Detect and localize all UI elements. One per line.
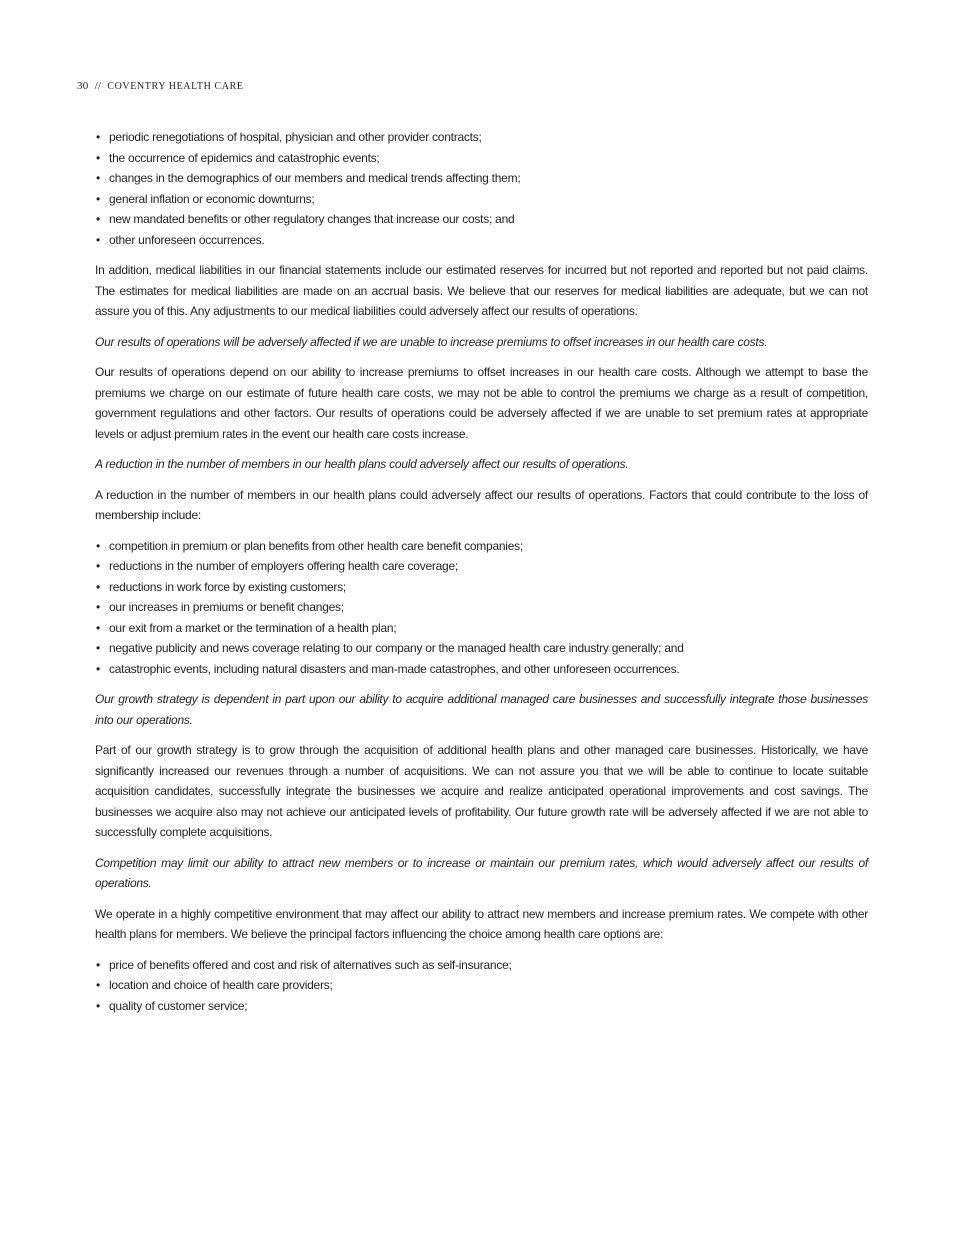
- list-item: • quality of customer service;: [95, 996, 868, 1017]
- list-item: • our exit from a market or the termination of a health plan;: [95, 618, 868, 639]
- bullet-icon: •: [96, 641, 100, 655]
- subheading-premiums: Our results of operations will be adversely affected if we are unable to increase premiums to offset increases in our health care costs.: [95, 334, 768, 349]
- subheading-growth-strategy: Our growth strategy is dependent in part upon our ability to acquire additional managed care businesses and successfully integrate those businesses into our operations.: [95, 692, 868, 727]
- list-item: • location and choice of health care providers;: [95, 975, 868, 996]
- bullet-icon: •: [96, 620, 100, 635]
- bullet-icon: •: [96, 978, 100, 992]
- bullet-list-choice-factors: [95, 955, 868, 1017]
- bullet-icon: •: [96, 130, 100, 144]
- bullet-icon: •: [96, 579, 100, 594]
- bullet-icon: •: [96, 150, 100, 165]
- list-item: • catastrophic events, including natural disasters and man-made catastrophes, and other unforeseen occurrences.: [95, 659, 868, 680]
- list-item: • competition in premium or plan benefits from other health care benefit companies;: [95, 536, 868, 557]
- paragraph-growth-strategy: Part of our growth strategy is to grow through the acquisition of additional health plans and other managed care businesses. Historically, we have significantly increased our revenues through a number of acquisitions. We can not assure you that we will be able to continue to locate suitable acquisition candidates, successfully integrate the businesses we acquire and realize anticipated operational improvements and cost savings. The businesses we acquire also may not achieve our anticipated levels of profitability. Our future growth rate will be adversely affected if we are not able to successfully complete acquisitions.: [95, 743, 868, 839]
- bullet-icon: •: [96, 559, 100, 573]
- subheading-membership: A reduction in the number of members in our health plans could adversely affect our results of operations.: [95, 457, 629, 471]
- list-item: • reductions in the number of employers offering health care coverage;: [95, 556, 868, 577]
- bullet-icon: •: [96, 171, 100, 185]
- list-item: • new mandated benefits or other regulatory changes that increase our costs; and: [95, 209, 868, 230]
- list-item: • periodic renegotiations of hospital, physician and other provider contracts;: [95, 127, 868, 148]
- running-header: [77, 80, 244, 92]
- list-item: • reductions in work force by existing customers;: [95, 577, 868, 598]
- bullet-list-membership-factors: [95, 536, 868, 680]
- bullet-icon: •: [96, 191, 100, 206]
- bullet-icon: •: [96, 538, 100, 553]
- paragraph-competition: We operate in a highly competitive environment that may affect our ability to attract new members and increase premium rates. We compete with other health plans for members. We believe the principal factors influencing the choice among health care options are:: [95, 906, 868, 941]
- bullet-icon: •: [96, 957, 100, 972]
- bullet-icon: •: [96, 661, 100, 676]
- bullet-icon: •: [96, 232, 100, 247]
- list-item: • negative publicity and news coverage relating to our company or the managed health care industry generally; and: [95, 638, 868, 659]
- paragraph-medical-liabilities: In addition, medical liabilities in our financial statements include our estimated reserves for incurred but not reported and reported but not paid claims. The estimates for medical liabilities are made on an accrual basis. We believe that our reserves for medical liabilities are adequate, but we can not assure you of this. Any adjustments to our medical liabilities could adversely affect our results of operations.: [95, 263, 868, 318]
- list-item: • the occurrence of epidemics and catastrophic events;: [95, 148, 868, 169]
- paragraph-membership: A reduction in the number of members in our health plans could adversely affect our results of operations. Factors that could contribute to the loss of membership include:: [95, 487, 868, 522]
- company-name: COVENTRY HEALTH CARE: [107, 81, 244, 92]
- bullet-icon: •: [96, 998, 100, 1013]
- bullet-list-cost-factors: [95, 127, 868, 250]
- list-item: • price of benefits offered and cost and risk of alternatives such as self-insurance;: [95, 955, 868, 976]
- list-item: • our increases in premiums or benefit changes;: [95, 597, 868, 618]
- list-item: • changes in the demographics of our members and medical trends affecting them;: [95, 168, 868, 189]
- bullet-icon: •: [96, 212, 100, 226]
- subheading-competition: Competition may limit our ability to attract new members or to increase or maintain our premium rates, which would adversely affect our results of operations.: [95, 855, 868, 890]
- document-content: [95, 127, 868, 1026]
- header-separator: //: [94, 80, 102, 92]
- page-number: 30: [77, 80, 89, 92]
- list-item: • general inflation or economic downturns;: [95, 189, 868, 210]
- bullet-icon: •: [96, 600, 100, 614]
- list-item: • other unforeseen occurrences.: [95, 230, 868, 251]
- paragraph-premiums: Our results of operations depend on our ability to increase premiums to offset increases in our health care costs. Although we attempt to base the premiums we charge on our estimate of future health care costs, we may not be able to control the premiums we charge as a result of competition, government regulations and other factors. Our results of operations could be adversely affected if we are unable to set premium rates at appropriate levels or adjust premium rates in the event our health care costs increase.: [95, 365, 868, 441]
